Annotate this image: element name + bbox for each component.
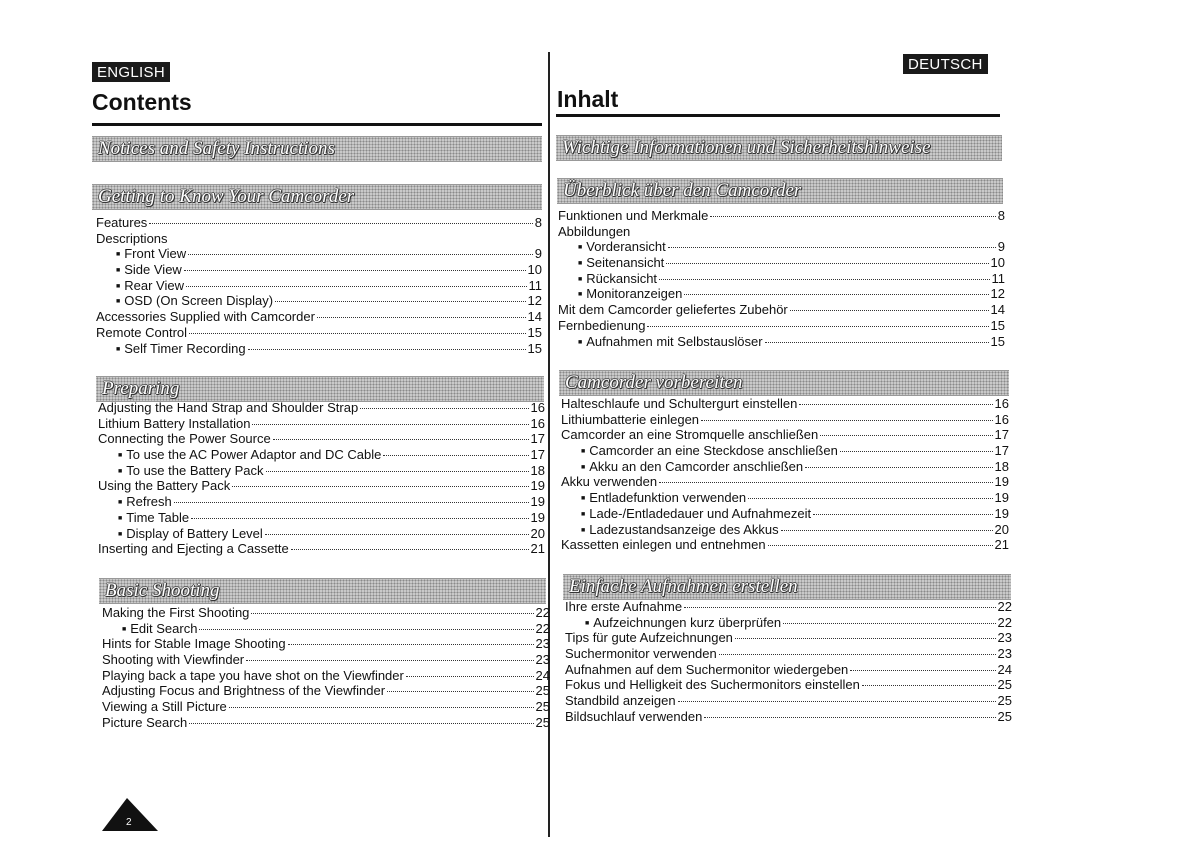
toc-entry-page: 17	[530, 431, 545, 447]
toc-entry-label: ■ Monitoranzeigen	[578, 286, 682, 305]
page-title-english: Contents	[92, 89, 192, 115]
title-rule-english	[92, 123, 542, 126]
toc-subentry	[558, 286, 1005, 302]
toc-entry-page: 10	[990, 255, 1005, 271]
dot-leader	[288, 644, 534, 645]
toc-entry	[558, 208, 1005, 224]
dot-leader	[189, 333, 525, 334]
dot-leader	[862, 685, 996, 686]
toc-entry-label: ■ Aufzeichnungen kurz überprüfen	[585, 615, 781, 634]
toc-entry-label: Picture Search	[102, 714, 188, 730]
toc-entry	[96, 325, 542, 341]
toc-subentry	[96, 293, 542, 309]
toc-entry	[565, 630, 1012, 646]
dot-leader	[149, 223, 532, 224]
toc-entry	[98, 431, 545, 447]
toc-entry-page: 15	[527, 340, 542, 356]
toc-entry-page: 24	[535, 667, 550, 683]
triangle-icon	[100, 796, 164, 832]
section-heading: Notices and Safety Instructions	[98, 138, 335, 159]
toc-entry	[102, 636, 550, 652]
toc-entry-label: Standbild anzeigen	[565, 693, 676, 709]
toc-entry-page: 15	[527, 324, 542, 340]
toc-entry-page: 14	[527, 309, 542, 325]
page-number-badge	[100, 796, 164, 832]
toc-entry-label: Inserting and Ejecting a Cassette	[98, 541, 289, 557]
toc-entry-page: 22	[535, 620, 550, 636]
section-heading: Getting to Know Your Camcorder	[98, 186, 355, 207]
toc-entry-page: 8	[534, 215, 542, 230]
toc-entry-label: ■ Front View	[116, 246, 186, 265]
toc-entry	[561, 396, 1009, 412]
toc-entry-label: ■ OSD (On Screen Display)	[116, 293, 273, 312]
section-banner	[92, 184, 542, 210]
toc-entry	[102, 699, 550, 715]
toc-entry-label: ■ Display of Battery Level	[118, 526, 263, 545]
dot-leader	[840, 451, 993, 452]
toc-entry	[98, 541, 545, 557]
toc-entry-page: 25	[997, 677, 1012, 693]
toc-subentry	[561, 459, 1009, 475]
toc-entry-page: 12	[990, 286, 1005, 302]
toc-entry-label: Funktionen und Merkmale	[558, 208, 709, 223]
toc-entry-page: 23	[997, 630, 1012, 646]
dot-leader	[273, 439, 529, 440]
section-heading: Camcorder vorbereiten	[565, 372, 743, 393]
section-heading: Einfache Aufnahmen erstellen	[569, 576, 798, 597]
toc-entry-label: ■ Ladezustandsanzeige des Akkus	[581, 522, 779, 541]
toc-entry-label: Viewing a Still Picture	[102, 699, 227, 715]
toc-entry-page: 17	[994, 427, 1009, 443]
toc-entry-page: 19	[530, 478, 545, 494]
toc-entry-label: ■ Rear View	[116, 278, 184, 297]
dot-leader	[659, 482, 992, 483]
toc-entry-label: Remote Control	[96, 324, 188, 340]
dot-leader	[701, 420, 992, 421]
dot-leader	[799, 404, 992, 405]
dot-leader	[252, 424, 528, 425]
toc-subentry	[558, 239, 1005, 255]
toc-entry	[98, 478, 545, 494]
toc-subentry	[558, 334, 1005, 350]
toc-entry-page: 18	[530, 462, 545, 478]
toc-entry-page: 23	[535, 652, 550, 668]
dot-leader	[248, 349, 526, 350]
toc-entry-page: 19	[994, 490, 1009, 506]
toc-entry	[558, 318, 1005, 334]
dot-leader	[748, 498, 992, 499]
toc-entry-page: 15	[990, 317, 1005, 333]
toc-entry-label: Descriptions	[96, 230, 168, 246]
toc-entry-label: Akku verwenden	[561, 474, 658, 490]
toc-entry-label: Playing back a tape you have shot on the Viewfinder	[102, 667, 404, 683]
toc-entry-label: Fokus und Helligkeit des Suchermonitors einstellen	[565, 677, 860, 693]
toc-list	[102, 605, 550, 731]
toc-entry-page: 20	[994, 521, 1009, 537]
page-title-deutsch: Inhalt	[557, 86, 619, 112]
dot-leader	[768, 545, 993, 546]
toc-entry	[102, 652, 550, 668]
toc-entry-page: 16	[994, 396, 1009, 411]
toc-list	[96, 215, 542, 356]
section-banner	[556, 135, 1002, 161]
dot-leader	[805, 467, 992, 468]
toc-entry-label: Camcorder an eine Stromquelle anschließen	[561, 427, 819, 443]
toc-entry	[561, 427, 1009, 443]
dot-leader	[684, 607, 995, 608]
toc-entry-page: 25	[997, 708, 1012, 724]
toc-entry-label: ■ Self Timer Recording	[116, 341, 246, 360]
section-heading: Wichtige Informationen und Sicherheitshinweise	[562, 137, 931, 158]
dot-leader	[668, 247, 996, 248]
toc-entry-page: 11	[528, 277, 542, 293]
toc-entry	[102, 715, 550, 731]
toc-entry-label: Hints for Stable Image Shooting	[102, 636, 286, 652]
toc-subentry	[558, 271, 1005, 287]
toc-entry-page: 22	[535, 605, 550, 620]
toc-entry-label: ■ Side View	[116, 262, 182, 281]
toc-entry-page: 21	[994, 537, 1009, 553]
dot-leader	[678, 701, 996, 702]
toc-entry-label: ■ Seitenansicht	[578, 255, 664, 274]
toc-entry-page: 10	[527, 262, 542, 278]
toc-entry-page: 23	[997, 646, 1012, 662]
toc-entry	[565, 662, 1012, 678]
toc-entry-page: 14	[990, 302, 1005, 318]
toc-entry-page: 15	[990, 333, 1005, 349]
toc-entry-label: ■ Akku an den Camcorder anschließen	[581, 459, 803, 478]
toc-entry-page: 19	[994, 505, 1009, 521]
section-banner	[563, 574, 1011, 600]
toc-list	[565, 599, 1012, 725]
dot-leader	[199, 629, 533, 630]
dot-leader	[186, 286, 527, 287]
dot-leader	[813, 514, 992, 515]
toc-entry-page: 17	[994, 443, 1009, 459]
toc-entry-page: 19	[530, 509, 545, 525]
dot-leader	[174, 502, 529, 503]
language-badge-english: ENGLISH	[92, 62, 170, 82]
toc-entry	[102, 605, 550, 621]
toc-subentry	[98, 510, 545, 526]
toc-subentry	[561, 490, 1009, 506]
toc-subentry	[96, 278, 542, 294]
toc-entry-label: Making the First Shooting	[102, 605, 250, 620]
dot-leader	[790, 310, 989, 311]
toc-entry-page: 9	[997, 239, 1005, 255]
toc-entry-page: 12	[527, 293, 542, 309]
toc-subentry	[96, 246, 542, 262]
title-rule-deutsch	[556, 114, 1000, 117]
toc-entry	[565, 693, 1012, 709]
toc-entry-label: Lithium Battery Installation	[98, 415, 251, 431]
toc-subentry	[96, 341, 542, 357]
toc-entry	[565, 646, 1012, 662]
dot-leader	[684, 294, 988, 295]
toc-subentry	[98, 494, 545, 510]
toc-entry-label: Accessories Supplied with Camcorder	[96, 309, 315, 325]
toc-entry-page: 16	[994, 411, 1009, 427]
toc-entry-label: Bildsuchlauf verwenden	[565, 708, 703, 724]
toc-entry-label: Fernbedienung	[558, 317, 646, 333]
toc-entry-page: 16	[530, 400, 545, 415]
toc-list	[98, 400, 545, 557]
toc-subentry	[561, 443, 1009, 459]
dot-leader	[265, 534, 529, 535]
toc-entry-label: Lithiumbatterie einlegen	[561, 411, 700, 427]
dot-leader	[781, 530, 993, 531]
toc-entry	[565, 677, 1012, 693]
toc-entry	[102, 683, 550, 699]
toc-entry-label: ■ Vorderansicht	[578, 239, 666, 258]
toc-entry-page: 20	[530, 525, 545, 541]
toc-entry-page: 22	[997, 614, 1012, 630]
toc-subentry	[98, 526, 545, 542]
toc-entry-page: 25	[535, 699, 550, 715]
toc-entry-page: 22	[997, 599, 1012, 614]
toc-entry-label: Adjusting Focus and Brightness of the Viewfinder	[102, 683, 386, 699]
toc-entry-page: 24	[997, 661, 1012, 677]
toc-entry-label: Connecting the Power Source	[98, 431, 271, 447]
section-banner	[559, 370, 1009, 396]
toc-entry-page: 25	[997, 693, 1012, 709]
toc-entry-label: Suchermonitor verwenden	[565, 646, 717, 662]
toc-subentry	[561, 506, 1009, 522]
dot-leader	[184, 270, 526, 271]
toc-entry	[96, 215, 542, 231]
dot-leader	[704, 717, 995, 718]
dot-leader	[251, 613, 533, 614]
toc-entry-label: Tips für gute Aufzeichnungen	[565, 630, 733, 646]
toc-entry-page: 11	[991, 270, 1005, 286]
toc-entry-label: ■ To use the AC Power Adaptor and DC Cable	[118, 447, 381, 466]
toc-entry-label: Aufnahmen auf dem Suchermonitor wiedergeben	[565, 661, 849, 677]
toc-entry-label: Features	[96, 215, 148, 230]
toc-subentry	[565, 615, 1012, 631]
dot-leader	[820, 435, 992, 436]
dot-leader	[765, 342, 989, 343]
toc-entry	[98, 400, 545, 416]
dot-leader	[229, 707, 534, 708]
toc-entry-label: ■ Edit Search	[122, 621, 197, 640]
toc-entry	[558, 302, 1005, 318]
dot-leader	[360, 408, 528, 409]
toc-entry-label: Shooting with Viewfinder	[102, 652, 245, 668]
toc-entry-label: ■ Rückansicht	[578, 271, 657, 290]
dot-leader	[291, 549, 529, 550]
toc-subentry	[98, 447, 545, 463]
dot-leader	[191, 518, 528, 519]
toc-entry-page: 16	[530, 415, 545, 431]
section-banner	[96, 376, 544, 402]
dot-leader	[246, 660, 533, 661]
toc-entry-page: 8	[997, 208, 1005, 223]
toc-entry-label: Adjusting the Hand Strap and Shoulder Strap	[98, 400, 359, 415]
toc-entry-label: ■ Time Table	[118, 510, 189, 529]
toc-entry-label: Abbildungen	[558, 223, 631, 239]
dot-leader	[406, 676, 534, 677]
toc-entry-page: 25	[535, 683, 550, 699]
dot-leader	[735, 638, 996, 639]
toc-entry-label: Mit dem Camcorder geliefertes Zubehör	[558, 302, 788, 318]
dot-leader	[719, 654, 996, 655]
dot-leader	[383, 455, 528, 456]
dot-leader	[275, 301, 525, 302]
toc-entry-page: 23	[535, 636, 550, 652]
dot-leader	[189, 723, 533, 724]
toc-entry-label: ■ Lade-/Entladedauer und Aufnahmezeit	[581, 506, 811, 525]
toc-entry-page: 21	[530, 541, 545, 557]
section-heading: Basic Shooting	[105, 580, 220, 601]
toc-entry-label: ■ Refresh	[118, 494, 172, 513]
toc-entry-page: 25	[535, 714, 550, 730]
toc-subentry	[96, 262, 542, 278]
toc-list	[561, 396, 1009, 553]
toc-entry	[561, 412, 1009, 428]
toc-entry	[98, 416, 545, 432]
section-heading: Preparing	[102, 378, 180, 399]
section-banner	[92, 136, 542, 162]
dot-leader	[266, 471, 529, 472]
toc-entry-label: ■ Aufnahmen mit Selbstauslöser	[578, 334, 763, 353]
dot-leader	[387, 691, 533, 692]
toc-entry-page: 19	[530, 494, 545, 510]
toc-entry-label: Ihre erste Aufnahme	[565, 599, 683, 614]
dot-leader	[659, 279, 989, 280]
dot-leader	[647, 326, 988, 327]
language-badge-deutsch: DEUTSCH	[903, 54, 988, 74]
toc-subentry	[558, 255, 1005, 271]
dot-leader	[710, 216, 995, 217]
toc-entry-page: 19	[994, 474, 1009, 490]
toc-entry	[561, 537, 1009, 553]
dot-leader	[317, 317, 526, 318]
toc-entry	[558, 224, 1005, 240]
toc-entry	[102, 668, 550, 684]
toc-entry-label: Kassetten einlegen und entnehmen	[561, 537, 766, 553]
toc-entry-label: Halteschlaufe und Schultergurt einstellen	[561, 396, 798, 411]
dot-leader	[188, 254, 533, 255]
toc-entry-page: 17	[530, 447, 545, 463]
section-banner	[99, 578, 546, 604]
section-banner	[557, 178, 1003, 204]
toc-entry-label: Using the Battery Pack	[98, 478, 231, 494]
dot-leader	[783, 623, 995, 624]
toc-entry-label: ■ Entladefunktion verwenden	[581, 490, 746, 509]
toc-entry	[96, 309, 542, 325]
page-number: 2	[126, 817, 132, 828]
toc-entry-page: 18	[994, 458, 1009, 474]
dot-leader	[232, 486, 528, 487]
toc-subentry	[102, 621, 550, 637]
toc-entry	[96, 231, 542, 247]
toc-entry	[565, 599, 1012, 615]
toc-entry	[565, 709, 1012, 725]
toc-entry-label: ■ Camcorder an eine Steckdose anschließen	[581, 443, 838, 462]
toc-list	[558, 208, 1005, 349]
section-heading: Überblick über den Camcorder	[563, 180, 802, 201]
toc-entry-label: ■ To use the Battery Pack	[118, 463, 264, 482]
toc-entry-page: 9	[534, 246, 542, 262]
dot-leader	[666, 263, 988, 264]
dot-leader	[850, 670, 995, 671]
